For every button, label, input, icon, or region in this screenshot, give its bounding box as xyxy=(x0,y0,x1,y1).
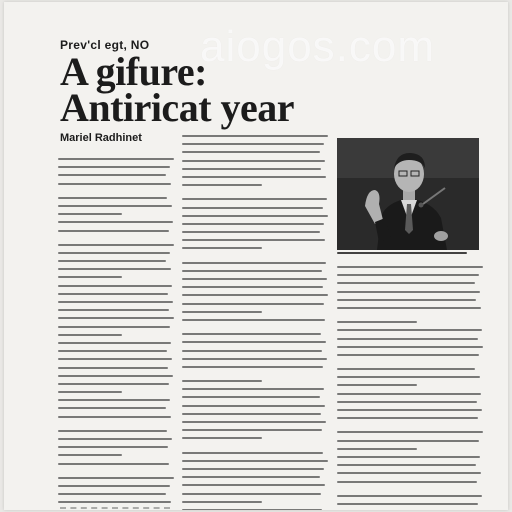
text-line xyxy=(337,346,483,348)
article-column-3 xyxy=(337,266,483,510)
text-line xyxy=(58,166,170,168)
text-line xyxy=(337,440,479,442)
text-line xyxy=(58,383,169,385)
text-line xyxy=(337,266,483,268)
text-line xyxy=(182,319,325,321)
text-line xyxy=(182,388,324,390)
text-line xyxy=(337,448,417,450)
text-line xyxy=(182,509,322,510)
text-line xyxy=(58,183,171,185)
text-line xyxy=(58,477,174,479)
text-line xyxy=(58,358,172,360)
text-line xyxy=(182,437,262,439)
text-line xyxy=(58,367,168,369)
text-line xyxy=(337,354,479,356)
article-column-2 xyxy=(182,135,328,510)
text-line xyxy=(58,416,171,418)
text-line xyxy=(182,231,320,233)
text-line xyxy=(337,456,480,458)
text-line xyxy=(337,329,482,331)
text-line xyxy=(58,221,173,223)
text-line xyxy=(58,252,170,254)
photo-illustration xyxy=(337,138,479,250)
text-line xyxy=(182,476,320,478)
text-line xyxy=(182,143,324,145)
text-line xyxy=(182,294,328,296)
headline-line-2: Antiricat year xyxy=(60,85,295,130)
bottom-rule xyxy=(60,507,170,510)
text-line xyxy=(182,303,324,305)
text-line xyxy=(182,215,328,217)
text-line xyxy=(182,333,321,335)
text-line xyxy=(182,396,320,398)
text-line xyxy=(182,286,323,288)
byline: Mariel Radhinet xyxy=(60,132,142,144)
text-line xyxy=(58,438,172,440)
text-line xyxy=(58,268,171,270)
text-line xyxy=(58,158,174,160)
text-line xyxy=(182,239,325,241)
text-line xyxy=(58,350,167,352)
headline xyxy=(60,49,480,130)
text-line xyxy=(182,311,262,313)
text-line xyxy=(58,317,174,319)
text-line xyxy=(337,299,476,301)
text-line xyxy=(182,278,327,280)
text-line xyxy=(337,321,417,323)
text-line xyxy=(58,309,169,311)
text-line xyxy=(182,223,324,225)
text-line xyxy=(182,270,322,272)
text-line xyxy=(58,501,171,503)
text-line xyxy=(58,334,122,336)
text-line xyxy=(58,391,122,393)
text-line xyxy=(58,375,173,377)
text-line xyxy=(182,176,326,178)
text-line xyxy=(58,244,174,246)
text-line xyxy=(58,430,167,432)
text-line xyxy=(182,262,326,264)
text-line xyxy=(337,495,482,497)
text-line xyxy=(58,205,172,207)
text-line xyxy=(182,198,327,200)
text-line xyxy=(58,174,166,176)
text-line xyxy=(182,160,325,162)
text-line xyxy=(337,431,483,433)
text-line xyxy=(182,341,326,343)
text-line xyxy=(337,401,477,403)
text-line xyxy=(337,368,475,370)
text-line xyxy=(58,493,166,495)
text-line xyxy=(182,460,328,462)
text-line xyxy=(337,384,417,386)
text-line xyxy=(58,399,170,401)
text-line xyxy=(58,285,172,287)
text-line xyxy=(337,472,481,474)
text-line xyxy=(182,452,323,454)
text-line xyxy=(337,393,481,395)
text-line xyxy=(337,376,480,378)
text-line xyxy=(58,213,122,215)
text-line xyxy=(182,493,321,495)
text-line xyxy=(58,342,171,344)
text-line xyxy=(182,135,328,137)
text-line xyxy=(337,282,475,284)
newspaper-page xyxy=(4,2,508,510)
text-line xyxy=(58,301,173,303)
text-line xyxy=(58,463,169,465)
text-line xyxy=(58,485,170,487)
text-line xyxy=(182,168,321,170)
text-line xyxy=(58,260,166,262)
text-line xyxy=(182,484,325,486)
text-line xyxy=(182,350,322,352)
text-line xyxy=(58,446,168,448)
text-line xyxy=(182,207,323,209)
text-line xyxy=(182,413,321,415)
text-line xyxy=(58,197,167,199)
text-line xyxy=(182,421,326,423)
text-line xyxy=(58,407,166,409)
text-line xyxy=(337,464,476,466)
person-speaking-photo xyxy=(337,138,479,250)
text-line xyxy=(337,503,478,505)
text-line xyxy=(182,429,322,431)
text-line xyxy=(182,501,262,503)
text-line xyxy=(182,358,327,360)
text-line xyxy=(337,417,478,419)
text-line xyxy=(337,291,480,293)
text-line xyxy=(182,468,324,470)
text-line xyxy=(58,454,122,456)
watermark: aiogos.com xyxy=(200,22,436,71)
text-line xyxy=(182,405,325,407)
section-kicker: Prev'cl egt, NO xyxy=(60,38,150,52)
article-column-1 xyxy=(58,158,176,510)
text-line xyxy=(182,151,320,153)
text-line xyxy=(337,338,478,340)
text-line xyxy=(337,274,479,276)
headline-line-1: A gifure: xyxy=(60,49,207,94)
text-line xyxy=(337,481,477,483)
text-line xyxy=(58,230,169,232)
text-line xyxy=(58,293,168,295)
photo-caption xyxy=(337,252,479,260)
text-line xyxy=(182,380,262,382)
text-line xyxy=(182,366,323,368)
text-line xyxy=(337,409,482,411)
text-line xyxy=(58,326,170,328)
text-line xyxy=(58,276,122,278)
text-line xyxy=(182,184,262,186)
text-line xyxy=(337,307,481,309)
text-line xyxy=(182,247,262,249)
